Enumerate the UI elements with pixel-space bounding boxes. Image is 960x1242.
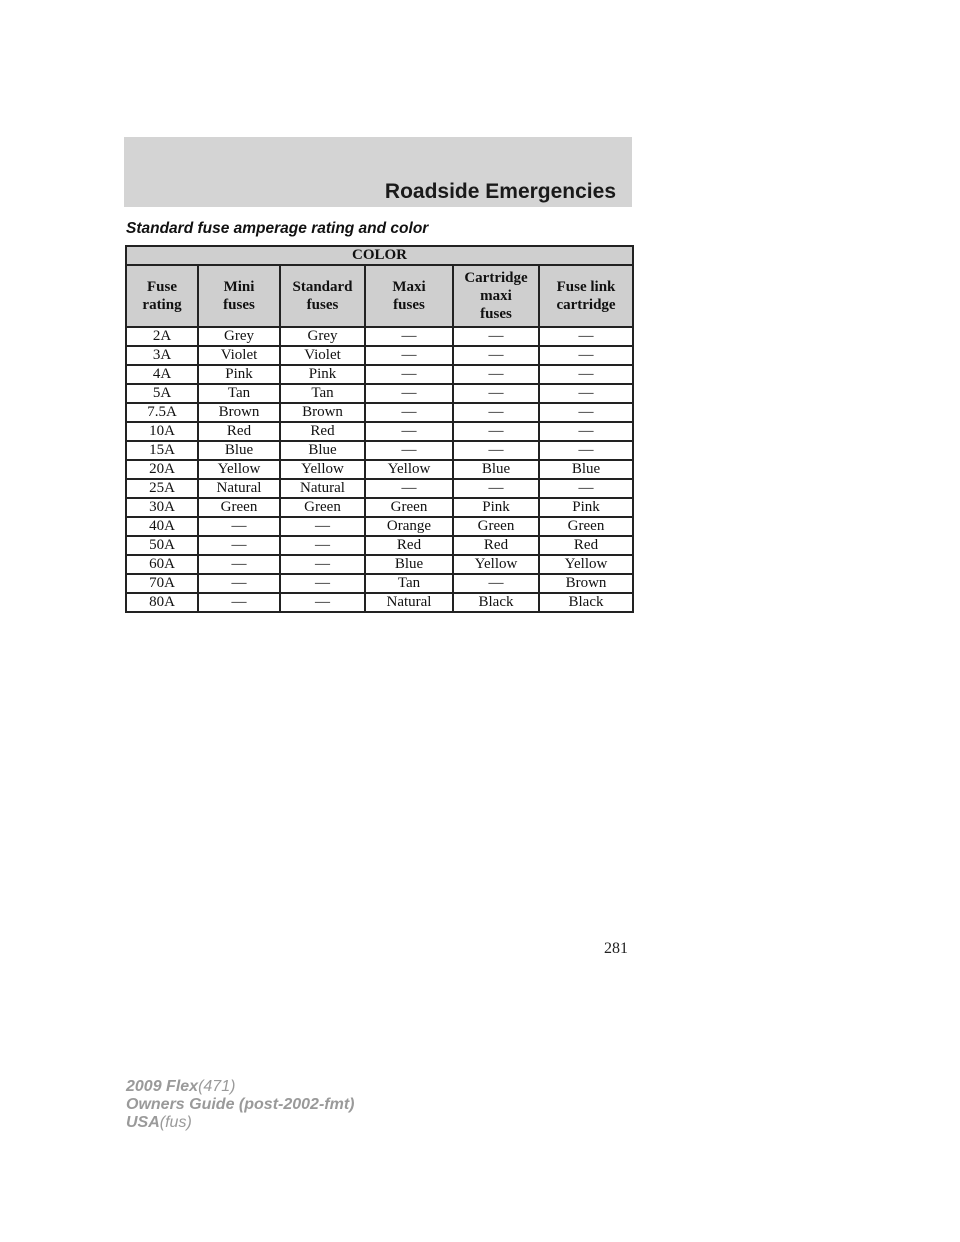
table-cell: 3A (126, 346, 198, 365)
column-header (126, 265, 198, 327)
table-row (126, 365, 633, 384)
footer-line-1 (126, 1078, 354, 1096)
table-cell: Grey (198, 327, 280, 346)
table-cell: — (453, 346, 539, 365)
table-row (126, 422, 633, 441)
column-header (453, 265, 539, 327)
table-cell: — (453, 422, 539, 441)
table-cell: 50A (126, 536, 198, 555)
table-cell: Pink (280, 365, 365, 384)
column-header-line: fuses (480, 306, 512, 322)
column-header-line: Fuse (147, 279, 177, 295)
table-cell: 40A (126, 517, 198, 536)
table-cell: — (198, 536, 280, 555)
table-cell: 80A (126, 593, 198, 612)
column-header (198, 265, 280, 327)
table-caption: Standard fuse amperage rating and color (126, 220, 429, 237)
column-header-line: cartridge (556, 297, 616, 313)
table-cell: — (365, 422, 453, 441)
column-header-line: fuses (223, 297, 255, 313)
table-cell: Green (539, 517, 633, 536)
table-cell: — (280, 536, 365, 555)
table-cell: — (453, 403, 539, 422)
table-cell: Red (280, 422, 365, 441)
table-cell: — (365, 346, 453, 365)
table-cell: — (198, 574, 280, 593)
table-cell: Red (198, 422, 280, 441)
table-cell: — (539, 479, 633, 498)
table-cell: — (280, 555, 365, 574)
table-cell: — (539, 403, 633, 422)
table-row (126, 574, 633, 593)
table-cell: Black (539, 593, 633, 612)
table-cell: Red (453, 536, 539, 555)
footer-market: USA (126, 1114, 160, 1131)
table-cell: Brown (280, 403, 365, 422)
table-row (126, 555, 633, 574)
table-row (126, 327, 633, 346)
footer-model: 2009 Flex (126, 1078, 199, 1095)
column-header (280, 265, 365, 327)
table-cell: 5A (126, 384, 198, 403)
table-cell: — (365, 384, 453, 403)
column-header-line: maxi (480, 288, 512, 304)
table-cell: — (280, 574, 365, 593)
column-header-line: fuses (306, 297, 339, 313)
table-cell: Natural (198, 479, 280, 498)
table-cell: 70A (126, 574, 198, 593)
table-cell: Blue (539, 460, 633, 479)
table-cell: Pink (453, 498, 539, 517)
column-header (539, 265, 633, 327)
table-cell: Yellow (453, 555, 539, 574)
table-cell: 20A (126, 460, 198, 479)
footer-line-3 (126, 1114, 354, 1132)
table-cell: — (539, 365, 633, 384)
table-row (126, 460, 633, 479)
table-cell: — (365, 441, 453, 460)
document-footer (126, 1078, 354, 1132)
column-header-line: Maxi (392, 279, 426, 295)
table-cell: Pink (198, 365, 280, 384)
table-row (126, 593, 633, 612)
column-header-line: Standard (292, 279, 353, 295)
table-row (126, 384, 633, 403)
table-cell: Green (365, 498, 453, 517)
table-row (126, 479, 633, 498)
table-cell: Yellow (198, 460, 280, 479)
table-row (126, 517, 633, 536)
table-cell: Brown (198, 403, 280, 422)
table-cell: Blue (280, 441, 365, 460)
table-cell: Violet (198, 346, 280, 365)
section-title: Roadside Emergencies (384, 180, 616, 203)
table-cell: — (365, 327, 453, 346)
table-cell: 60A (126, 555, 198, 574)
table-cell: — (365, 403, 453, 422)
table-cell: — (453, 441, 539, 460)
table-cell: — (539, 422, 633, 441)
table-cell: — (280, 593, 365, 612)
table-cell: Blue (198, 441, 280, 460)
table-cell: Natural (280, 479, 365, 498)
table-cell: — (280, 517, 365, 536)
table-cell: — (365, 479, 453, 498)
section-header-band (124, 137, 632, 207)
table-cell: Green (453, 517, 539, 536)
table-cell: Grey (280, 327, 365, 346)
table-cell: Tan (365, 574, 453, 593)
column-header-line: Cartridge (464, 270, 528, 286)
table-cell: Yellow (539, 555, 633, 574)
table-cell: Red (365, 536, 453, 555)
table-cell: 15A (126, 441, 198, 460)
table-cell: — (198, 517, 280, 536)
table-cell: — (539, 384, 633, 403)
footer-model-code: (471) (198, 1078, 236, 1095)
table-row (126, 536, 633, 555)
column-header-line: rating (142, 297, 182, 313)
table-cell: Blue (365, 555, 453, 574)
table-row (126, 498, 633, 517)
table-group-header: COLOR (126, 246, 633, 265)
table-cell: 30A (126, 498, 198, 517)
table-row (126, 403, 633, 422)
table-cell: — (453, 384, 539, 403)
table-cell: Tan (280, 384, 365, 403)
table-cell: — (539, 441, 633, 460)
fuse-color-table (125, 245, 634, 613)
table-column-headers (126, 265, 633, 327)
table-row (126, 346, 633, 365)
table-cell: Yellow (365, 460, 453, 479)
table-cell: — (453, 327, 539, 346)
table-cell: — (539, 346, 633, 365)
table-body (126, 327, 633, 612)
table-cell: — (453, 574, 539, 593)
table-cell: Red (539, 536, 633, 555)
table-cell: 25A (126, 479, 198, 498)
footer-line-2: Owners Guide (post-2002-fmt) (126, 1096, 355, 1113)
table-cell: Green (280, 498, 365, 517)
table-cell: Violet (280, 346, 365, 365)
table-cell: — (453, 365, 539, 384)
column-header-line: fuses (393, 297, 425, 313)
table-cell: Green (198, 498, 280, 517)
table-cell: 2A (126, 327, 198, 346)
table-cell: 10A (126, 422, 198, 441)
table-cell: — (453, 479, 539, 498)
table-cell: Blue (453, 460, 539, 479)
table-cell: Yellow (280, 460, 365, 479)
footer-market-code: (fus) (159, 1114, 192, 1131)
table-cell: 4A (126, 365, 198, 384)
table-cell: Brown (539, 574, 633, 593)
table-cell: Natural (365, 593, 453, 612)
table-cell: Orange (365, 517, 453, 536)
column-header (365, 265, 453, 327)
column-header-line: Mini (223, 279, 255, 295)
table-cell: — (198, 593, 280, 612)
table-cell: — (539, 327, 633, 346)
column-header-line: Fuse link (556, 279, 616, 295)
page-number: 281 (604, 940, 628, 957)
table-cell: — (365, 365, 453, 384)
table-cell: Tan (198, 384, 280, 403)
table-row (126, 441, 633, 460)
table-cell: — (198, 555, 280, 574)
table-cell: Black (453, 593, 539, 612)
table-cell: 7.5A (126, 403, 198, 422)
table-cell: Pink (539, 498, 633, 517)
